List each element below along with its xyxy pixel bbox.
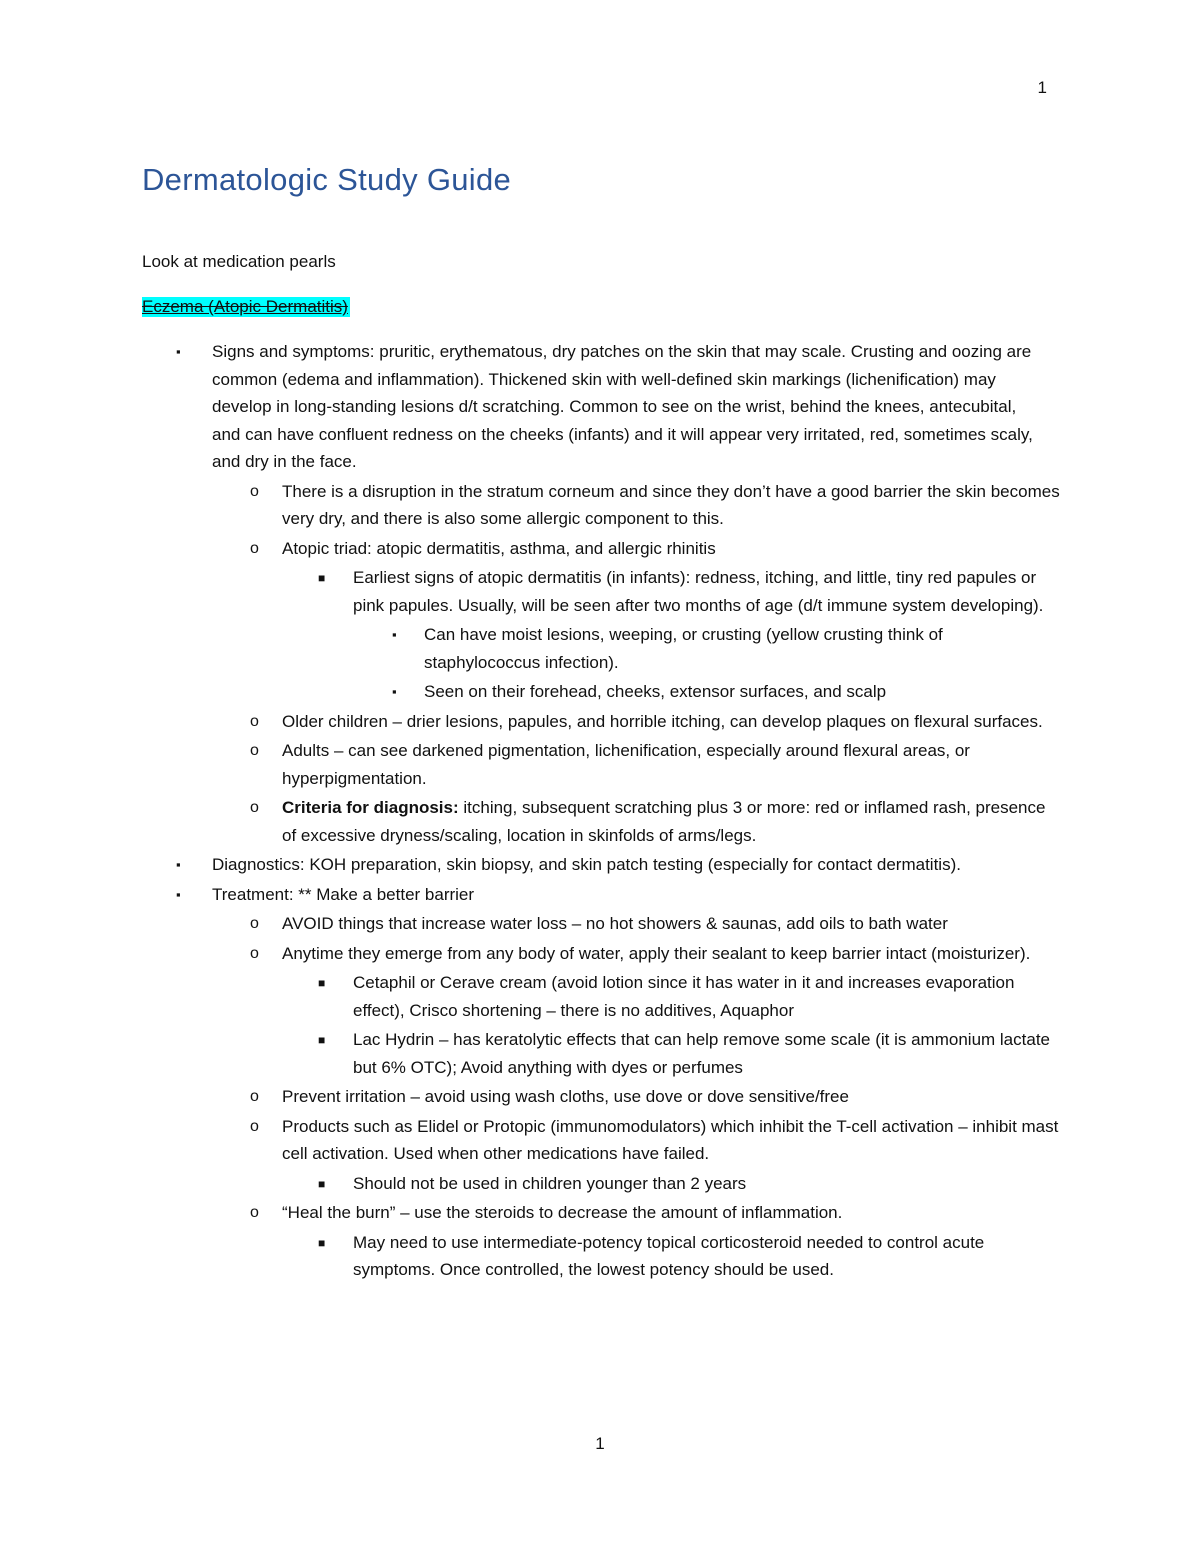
list-item-text: Earliest signs of atopic dermatitis (in infants): redness, itching, and little, tiny red papules or pink papules. Usually, will be seen after two months of age (d/t immune system developing). xyxy=(353,568,1044,615)
list-item xyxy=(0,851,1200,879)
list-item-body: itching, subsequent scratching plus 3 or more: red or inflamed rash, presence of excessive dryness/scaling, location in skinfolds of arms/legs. xyxy=(282,798,1046,845)
bullet-icon: ■ xyxy=(318,1033,326,1047)
list-item-bold-label: Criteria for diagnosis: xyxy=(282,798,459,817)
list-item-text: Anytime they emerge from any body of water, apply their sealant to keep barrier intact (moisturizer). xyxy=(282,943,1031,963)
bullet-icon: o xyxy=(250,915,259,932)
list-item xyxy=(0,678,1200,706)
list-item xyxy=(0,794,1200,849)
list-item-text: Treatment: ** Make a better barrier xyxy=(212,884,475,904)
bullet-icon: o xyxy=(250,944,259,962)
bullet-icon: ▪ xyxy=(176,344,181,359)
list-item-text: There is a disruption in the stratum corneum and since they don’t have a good barrier the skin becomes very dry, and there is also some allergic component to this. xyxy=(282,481,1060,528)
list-item-text: Can have moist lesions, weeping, or crusting (yellow crusting think of staphylococcus infection). xyxy=(424,625,943,672)
list-item xyxy=(0,969,1200,1024)
bullet-icon: o xyxy=(250,1204,259,1221)
document-body xyxy=(0,338,1200,1286)
list-item xyxy=(0,1170,1200,1198)
page-number-top: 1 xyxy=(1037,78,1047,97)
page-number-bottom: 1 xyxy=(595,1434,605,1453)
bullet-icon: ■ xyxy=(318,571,326,585)
list-item xyxy=(0,338,1200,476)
list-item xyxy=(0,1026,1200,1081)
intro-line: Look at medication pearls xyxy=(142,252,336,271)
bullet-icon: ▪ xyxy=(176,857,181,872)
list-item-text: Prevent irritation – avoid using wash cloths, use dove or dove sensitive/free xyxy=(282,1087,849,1106)
list-item xyxy=(0,881,1200,909)
list-item-text: Signs and symptoms: pruritic, erythematous, dry patches on the skin that may scale. Crusting and oozing are common (edema and inflammation). Thickened skin with well-defined skin markings (lichenification) may develop in long-standing lesions d/t scratching. Common to see on the wrist, behind the knees, antecubital, and can have confluent redness on the cheeks (infants) and it will appear very irritated, red, sometimes scaly, and dry in the face. xyxy=(212,342,1033,471)
bullet-icon: o xyxy=(250,539,259,557)
list-item xyxy=(0,564,1200,619)
list-item-text: AVOID things that increase water loss – no hot showers & saunas, add oils to bath water xyxy=(282,914,948,933)
list-item xyxy=(0,1113,1200,1168)
bullet-icon: ■ xyxy=(318,1176,326,1191)
list-item-text: Seen on their forehead, cheeks, extensor surfaces, and scalp xyxy=(424,682,887,701)
list-item-text: Older children – drier lesions, papules, and horrible itching, can develop plaques on flexural surfaces. xyxy=(282,711,1043,731)
list-item-text xyxy=(282,794,1062,849)
bullet-icon: ▪ xyxy=(392,684,397,699)
list-item xyxy=(0,1199,1200,1227)
list-item xyxy=(0,535,1200,563)
list-item-text: Lac Hydrin – has keratolytic effects that can help remove some scale (it is ammonium lactate but 6% OTC); Avoid anything with dyes or perfumes xyxy=(353,1030,1050,1077)
bullet-icon: o xyxy=(250,712,259,730)
list-item xyxy=(0,621,1200,676)
list-item xyxy=(0,708,1200,736)
list-item xyxy=(0,737,1200,792)
bullet-icon: o xyxy=(250,742,259,759)
list-item xyxy=(0,1229,1200,1284)
list-item-text: “Heal the burn” – use the steroids to decrease the amount of inflammation. xyxy=(282,1203,843,1222)
bullet-icon: ■ xyxy=(318,1235,326,1250)
list-item-text: Cetaphil or Cerave cream (avoid lotion since it has water in it and increases evaporation effect), Crisco shortening – there is no additives, Aquaphor xyxy=(353,973,1015,1020)
bullet-icon: ▪ xyxy=(392,627,397,642)
list-item-text: Diagnostics: KOH preparation, skin biopsy, and skin patch testing (especially for contact dermatitis). xyxy=(212,855,961,874)
list-item-text: Products such as Elidel or Protopic (immunomodulators) which inhibit the T-cell activation – inhibit mast cell activation. Used when other medications have failed. xyxy=(282,1116,1059,1163)
list-item xyxy=(0,1083,1200,1111)
list-item-text: Atopic triad: atopic dermatitis, asthma, and allergic rhinitis xyxy=(282,538,716,558)
list-item-text: May need to use intermediate-potency topical corticosteroid needed to control acute symptoms. Once controlled, the lowest potency should be used. xyxy=(353,1232,985,1279)
bullet-icon: o xyxy=(250,799,259,816)
list-item xyxy=(0,478,1200,533)
bullet-icon: o xyxy=(250,482,259,500)
list-item-text: Adults – can see darkened pigmentation, lichenification, especially around flexural areas, or hyperpigmentation. xyxy=(282,741,970,788)
list-item xyxy=(0,940,1200,968)
bullet-icon: ▪ xyxy=(176,886,181,902)
bullet-icon: o xyxy=(250,1117,259,1135)
section-heading: Eczema (Atopic Dermatitis) xyxy=(142,297,348,316)
bullet-icon: ■ xyxy=(318,976,326,990)
list-item-text: Should not be used in children younger than 2 years xyxy=(353,1173,747,1193)
bullet-icon: o xyxy=(250,1088,259,1105)
document-title: Dermatologic Study Guide xyxy=(142,162,512,197)
list-item xyxy=(0,910,1200,938)
